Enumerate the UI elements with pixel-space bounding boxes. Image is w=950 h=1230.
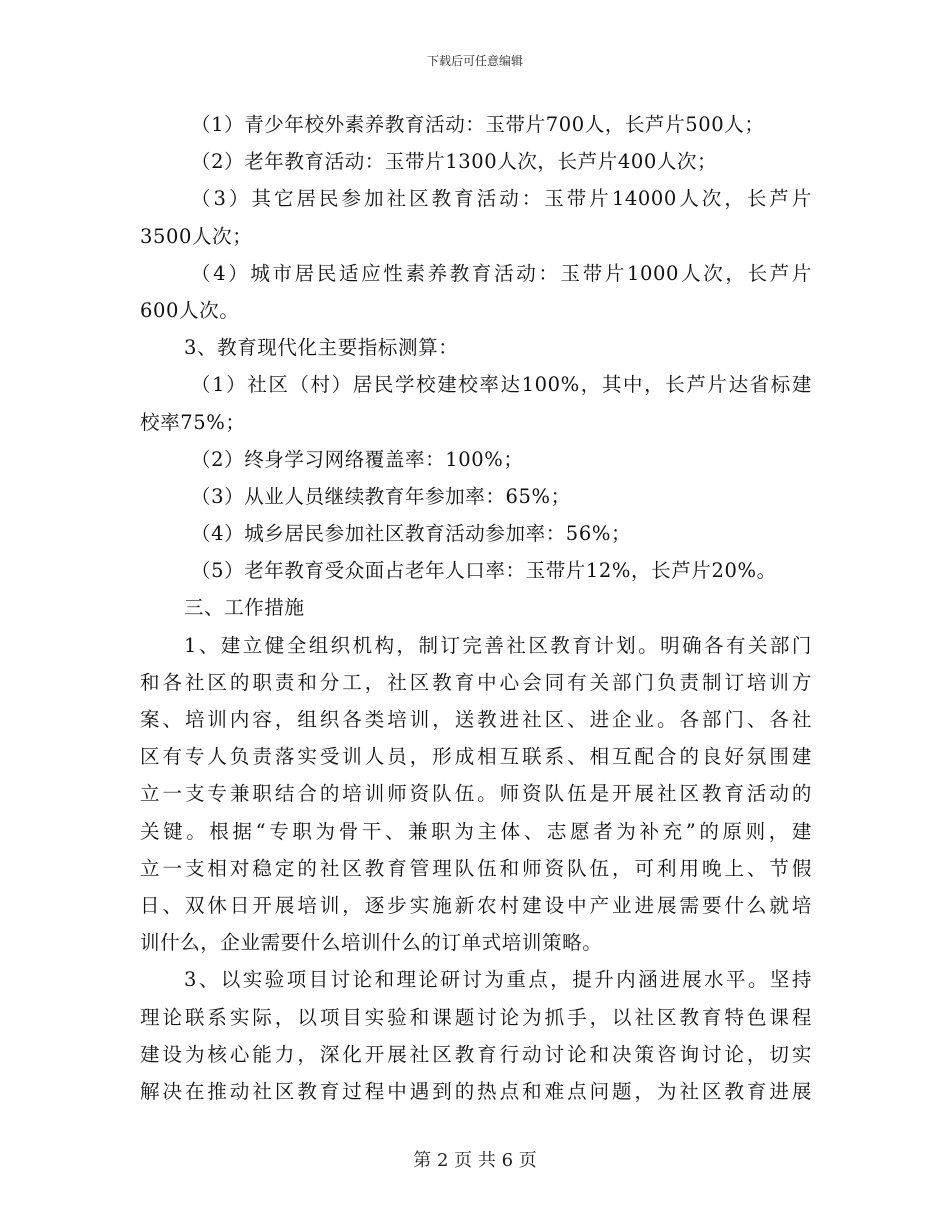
text-line: 600人次。 [140, 298, 240, 322]
text-line: （3）从业人员继续教育年参加率：65%； [191, 484, 571, 508]
text-line: （1）青少年校外素养教育活动：玉带片700人，长芦片500人； [191, 113, 765, 136]
text-line: 解决在推动社区教育过程中遇到的热点和难点问题，为社区教育进展 [140, 1079, 812, 1103]
page-header: 下载后可任意编辑 [426, 54, 523, 68]
text-line: 训什么，企业需要什么培训什么的订单式培训策略。 [140, 931, 603, 955]
text-line: 3、以实验项目讨论和理论研讨为重点，提升内涵进展水平。坚持 [184, 968, 812, 992]
text-line: 关键。根据“专职为骨干、兼职为主体、志愿者为补充”的原则，建 [140, 819, 812, 843]
text-line: 区有专人负责落实受训人员，形成相互联系、相互配合的良好氛围建 [140, 745, 812, 769]
text-line: 1、建立健全组织机构，制订完善社区教育计划。明确各有关部门 [184, 633, 812, 657]
text-line: 立一支专兼职结合的培训师资队伍。师资队伍是开展社区教育活动的 [140, 782, 812, 806]
text-line: 和各社区的职责和分工，社区教育中心会同有关部门负责制订培训方 [140, 670, 812, 694]
text-line: （2）终身学习网络覆盖率：100%； [191, 447, 524, 471]
text-line: （5）老年教育受众面占老年人口率：玉带片12%，长芦片20%。 [191, 559, 777, 583]
text-line: 立一支相对稳定的社区教育管理队伍和师资队伍，可利用晚上、节假 [140, 856, 812, 880]
text-line: （2）老年教育活动：玉带片1300人次，长芦片400人次； [191, 150, 718, 174]
text-line: （4）城市居民适应性素养教育活动：玉带片1000人次，长芦片 [191, 261, 812, 285]
text-line: （3）其它居民参加社区教育活动：玉带片14000人次，长芦片 [191, 187, 812, 211]
text-line: 案、培训内容，组织各类培训，送教进社区、进企业。各部门、各社 [140, 708, 812, 731]
text-line: 理论联系实际，以项目实验和课题讨论为抓手，以社区教育特色课程 [140, 1005, 812, 1029]
text-line: 3、教育现代化主要指标测算： [184, 336, 459, 360]
text-line: 建设为核心能力，深化开展社区教育行动讨论和决策咨询讨论，切实 [140, 1042, 812, 1066]
document-body [140, 106, 812, 1110]
text-line: 日、双休日开展培训，逐步实施新农村建设中产业进展需要什么就培 [140, 893, 812, 917]
page-footer: 第 2 页 共 6 页 [413, 1150, 537, 1171]
text-line: 3500人次； [140, 224, 253, 248]
text-line: （1）社区（村）居民学校建校率达100%，其中，长芦片达省标建 [191, 373, 812, 397]
text-line: （4）城乡居民参加社区教育活动参加率：56%； [191, 522, 632, 546]
text-line: 校率75%； [140, 410, 246, 434]
text-line: 三、工作措施 [184, 596, 305, 620]
